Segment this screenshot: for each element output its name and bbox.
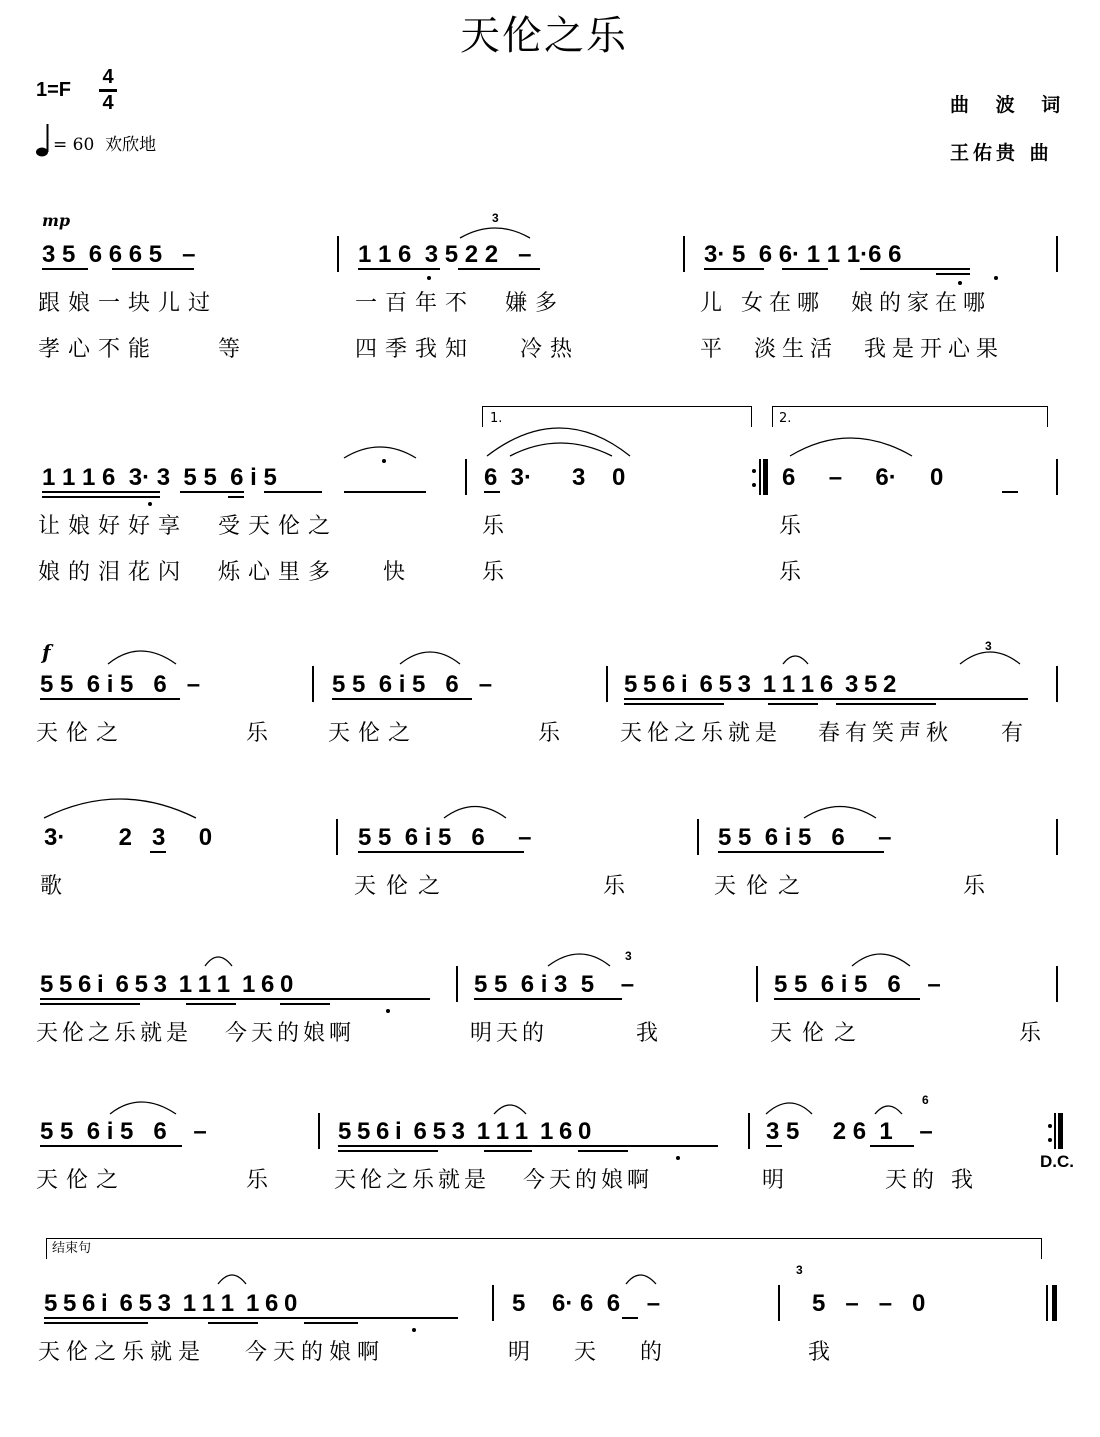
repeat-dot [1048, 1124, 1052, 1128]
barline [759, 459, 761, 495]
first-ending-bracket [482, 406, 752, 427]
s2-lyric-v1: 乐 [482, 514, 505, 539]
s2-measure-1: 1 1 1 6 3· 3 5 5 6 i 5 [42, 464, 277, 491]
f-dynamic: f [42, 640, 51, 664]
repeat-dot [752, 469, 756, 473]
barline [337, 236, 339, 272]
thick-barline [1052, 1285, 1057, 1321]
low-dot [386, 1009, 390, 1013]
underline [704, 268, 764, 270]
barline [465, 459, 467, 495]
s1-lyric-v1: 一百年不 嫌多 [355, 291, 565, 316]
quarter-note-icon [36, 124, 50, 158]
s7-lyric: 明 天 的 [508, 1340, 672, 1365]
barline [683, 236, 685, 272]
s3-measure-2: 5 5 6 i 5 6 – [332, 671, 493, 698]
grace-note: 6 [922, 1093, 929, 1107]
meter-top: 4 [102, 66, 114, 88]
underline [40, 698, 180, 700]
coda-label: 结束句 [52, 1241, 92, 1256]
underline [774, 998, 920, 1000]
time-signature [97, 66, 119, 115]
coda-bracket [46, 1238, 1042, 1259]
underline [304, 1322, 358, 1324]
underline [936, 273, 970, 275]
tempo-marking: = 60 欢欣地 [53, 135, 157, 155]
underline [150, 851, 166, 853]
underline [624, 698, 1028, 700]
barline [1046, 1285, 1048, 1321]
barline [756, 966, 758, 1002]
underline [624, 703, 724, 705]
underline [358, 851, 524, 853]
composer-credit: 王佑贵 曲 [950, 142, 1053, 164]
s3-measure-3: 5 5 6 i 6 5 3 1 1 1 6 3 5 2 [624, 671, 896, 698]
mp-dynamic: mp [42, 211, 71, 230]
underline [332, 698, 472, 700]
s7-measure-3: 5 – – 0 [812, 1290, 926, 1317]
high-dot [382, 459, 386, 463]
underline [344, 491, 426, 493]
underline [40, 1003, 140, 1005]
barline [748, 1113, 750, 1149]
barline [1054, 1113, 1056, 1149]
s3-lyric: 天伦之 乐 [328, 721, 568, 746]
underline [484, 1150, 532, 1152]
underline [458, 268, 540, 270]
low-dot [148, 502, 152, 506]
s6-measure-2: 5 5 6 i 6 5 3 1 1 1 1 6 0 [338, 1118, 591, 1145]
triplet-mark: 3 [492, 211, 499, 225]
barline [336, 819, 338, 855]
grace-note: 3 [625, 949, 632, 963]
first-ending-label: 1. [490, 411, 503, 426]
s1-measure-3: 3· 5 6 6· 1 1 1·6 6 [704, 241, 902, 268]
s4-lyric: 歌 [40, 874, 63, 899]
underline [112, 268, 194, 270]
low-dot [958, 281, 962, 285]
barline [1056, 666, 1058, 702]
underline [358, 268, 440, 270]
s6-lyric: 明 天的 我 [762, 1168, 978, 1193]
s4-lyric: 天伦之 乐 [714, 874, 995, 899]
second-ending-label: 2. [779, 411, 792, 426]
song-title: 天伦之乐 [460, 13, 628, 59]
barline [606, 666, 608, 702]
key-signature: 1=F [36, 79, 72, 101]
s4-lyric: 天伦之 乐 [354, 874, 635, 899]
thick-barline [1058, 1113, 1063, 1149]
s7-lyric: 天伦之乐就是 今天的娘啊 [38, 1340, 385, 1365]
repeat-dot [1048, 1138, 1052, 1142]
underline [836, 703, 936, 705]
s7-measure-2: 5 6· 6 6 – [512, 1290, 661, 1317]
lyricist-credit: 曲 波 词 [950, 94, 1071, 116]
s1-lyric-v2: 四季我知 冷热 [355, 337, 580, 362]
s2-measure-2: 6 3· 3 0 [484, 464, 626, 491]
s2-lyric-v2: 乐 [779, 560, 802, 585]
s6-measure-3: 3 5 2 6 1 – [766, 1118, 933, 1145]
low-dot [427, 276, 431, 280]
barline [456, 966, 458, 1002]
s3-measure-1: 5 5 6 i 5 6 – [40, 671, 201, 698]
barline [1056, 459, 1058, 495]
s2-lyric-v2: 乐 [482, 560, 505, 585]
s3-lyric: 天伦之 乐 [36, 721, 276, 746]
s2-lyric-v1: 让娘好好享 受天伦之 [38, 514, 338, 539]
underline [782, 268, 828, 270]
meter-bottom: 4 [102, 92, 114, 114]
s5-measure-1: 5 5 6 i 6 5 3 1 1 1 1 6 0 [40, 971, 293, 998]
underline [766, 1145, 782, 1147]
underline [44, 1317, 458, 1319]
second-ending-bracket [772, 406, 1048, 427]
underline [860, 268, 970, 270]
barline [1056, 966, 1058, 1002]
s6-lyric: 天伦之 乐 [36, 1168, 276, 1193]
underline [208, 1322, 258, 1324]
underline [40, 1145, 182, 1147]
s1-measure-1: 3 5 6 6 6 5 – [42, 241, 196, 268]
s6-measure-1: 5 5 6 i 5 6 – [40, 1118, 207, 1145]
s1-lyric-v1: 儿 女在哪 娘的家在哪 [700, 291, 991, 316]
repeat-dot [752, 483, 756, 487]
barline [312, 666, 314, 702]
underline [718, 851, 884, 853]
s1-lyric-v1: 跟娘一块儿过 [38, 291, 219, 316]
s4-measure-2: 5 5 6 i 5 6 – [358, 824, 532, 851]
s2-measure-3: 6 – 6· 0 [782, 464, 944, 491]
low-dot [412, 1328, 416, 1332]
underline [180, 491, 244, 493]
triplet-mark: 3 [985, 639, 992, 653]
barline [492, 1285, 494, 1321]
underline [40, 998, 430, 1000]
grace-note: 3 [796, 1263, 803, 1277]
s5-measure-2: 5 5 6 i 3 5 – [474, 971, 635, 998]
thick-barline [763, 459, 768, 495]
barline [778, 1285, 780, 1321]
underline [338, 1145, 718, 1147]
underline [768, 703, 818, 705]
s1-measure-2: 1 1 6 3 5 2 2 – [358, 241, 532, 268]
barline [1056, 236, 1058, 272]
underline [280, 1003, 330, 1005]
s1-lyric-v2: 平 淡生活 我是开心果 [700, 337, 1004, 362]
s5-measure-3: 5 5 6 i 5 6 – [774, 971, 941, 998]
underline [578, 1150, 628, 1152]
s2-lyric-v2: 娘的泪花闪 烁心里多 快 [38, 560, 413, 585]
underline [870, 1145, 914, 1147]
barline [1056, 819, 1058, 855]
underline [186, 1003, 236, 1005]
underline [484, 491, 500, 493]
underline [622, 1317, 638, 1319]
underline [228, 496, 244, 498]
underline [474, 998, 622, 1000]
s5-lyric: 明天的 我 [470, 1021, 662, 1046]
underline [1002, 491, 1018, 493]
barline [318, 1113, 320, 1149]
underline [44, 1322, 148, 1324]
s4-measure-1: 3· 2 3 0 [44, 824, 213, 851]
s2-lyric-v1: 乐 [779, 514, 802, 539]
low-dot [676, 1156, 680, 1160]
dc-marking: D.C. [1040, 1152, 1074, 1171]
underline [338, 1150, 438, 1152]
s4-measure-3: 5 5 6 i 5 6 – [718, 824, 892, 851]
s1-lyric-v2: 孝心不能 等 [38, 337, 248, 362]
underline [42, 496, 160, 498]
underline [264, 491, 322, 493]
s3-lyric: 天伦之乐就是 春有笑声秋 有 [620, 721, 1028, 746]
underline [42, 491, 160, 493]
underline [42, 268, 88, 270]
s6-lyric: 天伦之乐就是 今天的娘啊 [334, 1168, 653, 1193]
s7-lyric: 我 [808, 1340, 831, 1365]
s5-lyric: 天伦之 乐 [770, 1021, 1051, 1046]
low-dot [994, 276, 998, 280]
s5-lyric: 天伦之乐就是 今天的娘啊 [36, 1021, 355, 1046]
barline [697, 819, 699, 855]
s7-measure-1: 5 5 6 i 6 5 3 1 1 1 1 6 0 [44, 1290, 297, 1317]
